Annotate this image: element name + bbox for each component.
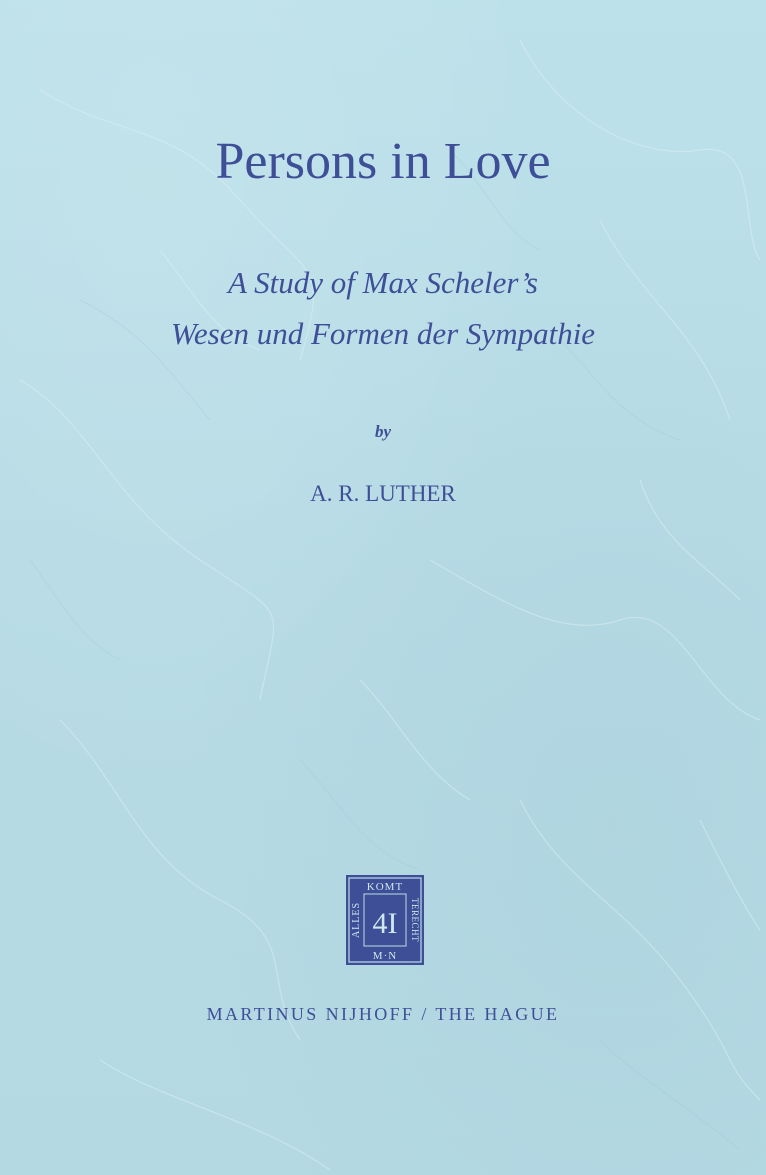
book-title: Persons in Love: [215, 133, 551, 190]
by-line: by: [374, 422, 392, 441]
emblem-text-bottom: M·N: [372, 950, 398, 962]
emblem-numeral: 4I: [372, 907, 398, 940]
subtitle-line-1: A Study of Max Scheler’s: [228, 265, 538, 300]
emblem-text-right: TERECHT: [410, 898, 420, 942]
publisher-imprint: MARTINUS NIJHOFF / THE HAGUE: [206, 1004, 560, 1024]
author-name: A. R. LUTHER: [310, 481, 456, 506]
publisher-emblem-icon: [346, 875, 424, 965]
subtitle-line-2: Wesen und Formen der Sympathie: [170, 316, 596, 351]
emblem-text-left: ALLES: [351, 901, 362, 939]
emblem-text-top: KOMT: [366, 881, 404, 893]
